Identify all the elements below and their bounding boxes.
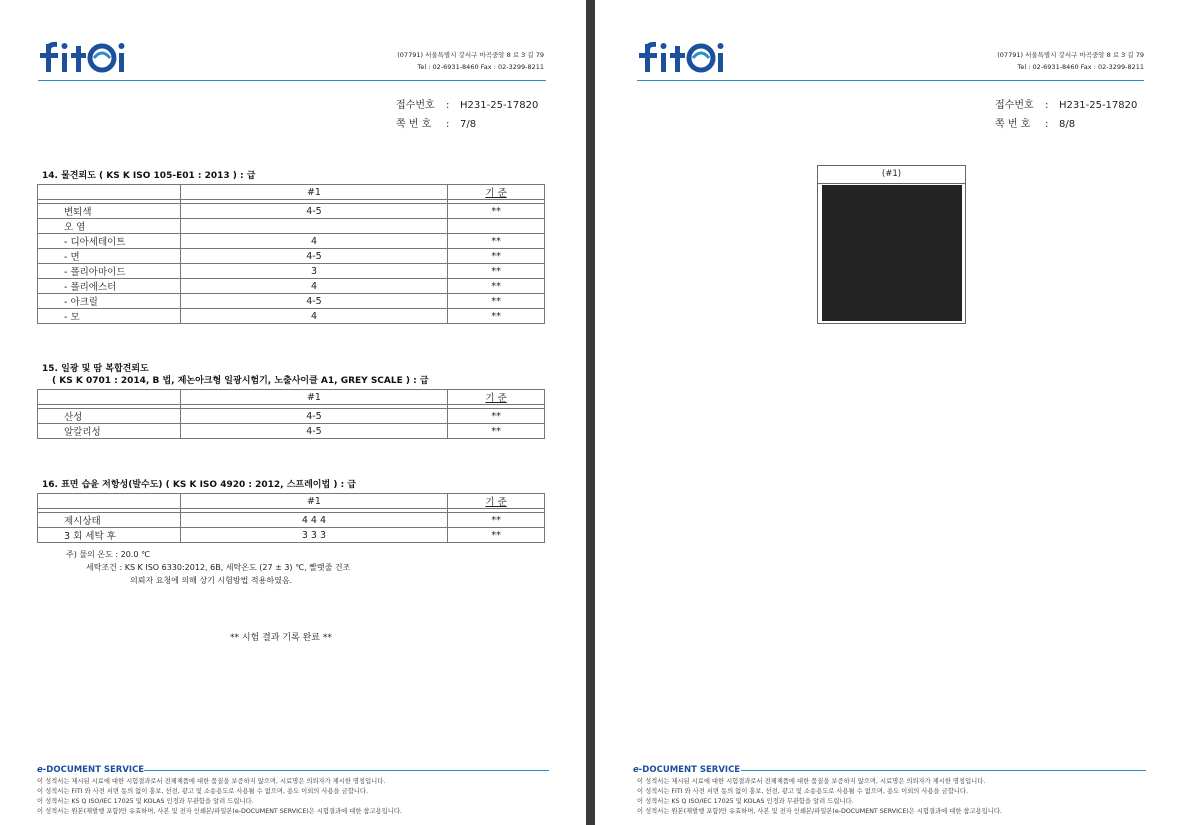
e-document-brand bbox=[37, 765, 144, 775]
row-label: 오 염 bbox=[38, 219, 181, 234]
row-value: 4-5 bbox=[180, 249, 447, 264]
row-standard: ** bbox=[448, 204, 545, 219]
row-standard: ** bbox=[448, 513, 545, 528]
report-page-8 bbox=[595, 0, 1180, 825]
footer-line: 이 성적서는 제시된 시료에 대한 시험결과로서 전체제품에 대한 품질을 보증하지 않으며, 시료명은 의뢰자가 제시한 명칭입니다. bbox=[37, 778, 386, 785]
standard-label: 기 준 bbox=[485, 393, 507, 404]
note-wash-condition: 세탁조건 : KS K ISO 6330:2012, 6B, 세탁온도 (27 ± 3) ℃, 빨랫줄 건조 bbox=[86, 563, 351, 572]
page-label: 쪽 번 호 bbox=[396, 119, 432, 130]
e-document-text: DOCUMENT SERVICE bbox=[642, 765, 741, 775]
table-row bbox=[38, 219, 545, 234]
header-rule bbox=[38, 80, 546, 81]
footer-line: 이 성적서는 제시된 시료에 대한 시험결과로서 전체제품에 대한 품질을 보증하지 않으며, 시료명은 의뢰자가 제시한 명칭입니다. bbox=[637, 778, 986, 785]
e-document-brand bbox=[633, 765, 740, 775]
header-cell-sample: #1 bbox=[180, 185, 447, 200]
standard-label: 기 준 bbox=[485, 497, 507, 508]
table-row bbox=[38, 528, 545, 543]
row-standard: ** bbox=[448, 309, 545, 324]
row-standard: ** bbox=[448, 264, 545, 279]
table-row bbox=[38, 424, 545, 439]
company-address: (07791) 서울특별시 강서구 마곡중앙 8 로 3 길 79 bbox=[997, 51, 1144, 59]
table-header-row bbox=[38, 390, 545, 405]
header-cell-standard bbox=[448, 185, 545, 200]
page-value: 7/8 bbox=[460, 119, 477, 130]
table-row bbox=[38, 279, 545, 294]
section-15-table bbox=[37, 389, 545, 439]
table-row bbox=[38, 204, 545, 219]
footer-line: 이 성적서는 FITI 와 사전 서면 동의 없이 홍보, 선전, 광고 및 소송용도로 사용될 수 없으며, 용도 이외의 사용을 금합니다. bbox=[37, 788, 368, 795]
row-label: 알칼리성 bbox=[38, 424, 181, 439]
row-label: - 모 bbox=[38, 309, 181, 324]
table-row bbox=[38, 513, 545, 528]
receipt-label: 접수번호 bbox=[396, 100, 435, 111]
report-page-7 bbox=[0, 0, 586, 825]
receipt-number bbox=[995, 96, 1137, 111]
sample-photo-label: (#1) bbox=[881, 169, 902, 179]
page-separator: : bbox=[446, 119, 450, 130]
row-value: 4 4 4 bbox=[180, 513, 447, 528]
header-cell-blank bbox=[38, 494, 181, 509]
fabric-sample-swatch bbox=[822, 185, 962, 321]
header-cell-blank bbox=[38, 390, 181, 405]
row-value: 4-5 bbox=[180, 424, 447, 439]
fiti-logo bbox=[38, 38, 130, 78]
row-value: 4-5 bbox=[180, 409, 447, 424]
sample-photo-rule bbox=[818, 183, 965, 184]
row-standard: ** bbox=[448, 234, 545, 249]
row-standard: ** bbox=[448, 279, 545, 294]
header-cell-standard bbox=[448, 494, 545, 509]
row-label: - 디아세테이트 bbox=[38, 234, 181, 249]
row-value: 4 bbox=[180, 234, 447, 249]
row-standard bbox=[448, 219, 545, 234]
company-address: (07791) 서울특별시 강서구 마곡중앙 8 로 3 길 79 bbox=[397, 51, 544, 59]
row-value: 4-5 bbox=[180, 294, 447, 309]
row-label: 산성 bbox=[38, 409, 181, 424]
table-header-row bbox=[38, 185, 545, 200]
row-standard: ** bbox=[448, 528, 545, 543]
footer-line: 이 성적서는 KS Q ISO/IEC 17025 및 KOLAS 인정과 무관함을 알려 드립니다. bbox=[37, 798, 254, 805]
row-standard: ** bbox=[448, 424, 545, 439]
e-document-prefix: e- bbox=[633, 765, 643, 775]
row-label: 변퇴색 bbox=[38, 204, 181, 219]
row-label: 제시상태 bbox=[38, 513, 181, 528]
table-row bbox=[38, 294, 545, 309]
note-water-temp: 주) 물의 온도 : 20.0 ℃ bbox=[66, 550, 150, 559]
table-row bbox=[38, 234, 545, 249]
e-document-prefix: e- bbox=[37, 765, 47, 775]
section-14-title: 14. 물견뢰도 ( KS K ISO 105-E01 : 2013 ) : 급 bbox=[42, 171, 256, 181]
row-label: - 면 bbox=[38, 249, 181, 264]
table-row bbox=[38, 264, 545, 279]
row-label: 3 회 세탁 후 bbox=[38, 528, 181, 543]
footer-line: 이 성적서는 FITI 와 사전 서면 동의 없이 홍보, 선전, 광고 및 소송용도로 사용될 수 없으며, 용도 이외의 사용을 금합니다. bbox=[637, 788, 968, 795]
header-cell-blank bbox=[38, 185, 181, 200]
row-standard: ** bbox=[448, 294, 545, 309]
row-value: 3 3 3 bbox=[180, 528, 447, 543]
page-value: 8/8 bbox=[1059, 119, 1076, 130]
table-row bbox=[38, 409, 545, 424]
table-row bbox=[38, 249, 545, 264]
e-document-text: DOCUMENT SERVICE bbox=[46, 765, 145, 775]
table-header-row bbox=[38, 494, 545, 509]
receipt-value: H231-25-17820 bbox=[1059, 100, 1138, 111]
section-16-table bbox=[37, 493, 545, 543]
page-number bbox=[396, 115, 476, 130]
row-value: 3 bbox=[180, 264, 447, 279]
standard-label: 기 준 bbox=[485, 188, 507, 199]
receipt-separator: : bbox=[446, 100, 450, 111]
section-15-title: 15. 일광 및 땀 복합견뢰도 bbox=[42, 364, 149, 374]
page-label: 쪽 번 호 bbox=[995, 119, 1031, 130]
page-number bbox=[995, 115, 1075, 130]
receipt-label: 접수번호 bbox=[995, 100, 1034, 111]
row-standard: ** bbox=[448, 249, 545, 264]
header-cell-sample: #1 bbox=[180, 494, 447, 509]
row-value: 4 bbox=[180, 309, 447, 324]
footer-line: 이 성적서는 KS Q ISO/IEC 17025 및 KOLAS 인정과 무관함을 알려 드립니다. bbox=[637, 798, 854, 805]
section-16-title: 16. 표면 습윤 저항성(발수도) ( KS K ISO 4920 : 2012, 스프레이법 ) : 급 bbox=[42, 480, 356, 490]
page-separator: : bbox=[1045, 119, 1049, 130]
footer-line: 이 성적서는 원본(재발행 포함)만 유효하며, 사본 및 전자 인쇄본/파일본(e-DOCUMENT SERVICE)은 시험결과에 대한 참고용입니다. bbox=[37, 808, 402, 815]
section-15-subtitle: ( KS K 0701 : 2014, B 법, 제논아크형 일광시험기, 노출사이클 A1, GREY SCALE ) : 급 bbox=[52, 376, 429, 386]
row-label: - 아크릴 bbox=[38, 294, 181, 309]
completion-mark: ** 시험 결과 기록 완료 ** bbox=[230, 633, 332, 643]
table-row bbox=[38, 309, 545, 324]
company-phone: Tel : 02-6931-8460 Fax : 02-3299-8211 bbox=[1017, 63, 1144, 71]
row-standard: ** bbox=[448, 409, 545, 424]
fiti-logo bbox=[637, 38, 729, 78]
row-value: 4-5 bbox=[180, 204, 447, 219]
receipt-separator: : bbox=[1045, 100, 1049, 111]
header-cell-sample: #1 bbox=[180, 390, 447, 405]
receipt-value: H231-25-17820 bbox=[460, 100, 539, 111]
receipt-number bbox=[396, 96, 538, 111]
page-divider bbox=[586, 0, 595, 825]
company-phone: Tel : 02-6931-8460 Fax : 02-3299-8211 bbox=[417, 63, 544, 71]
header-cell-standard bbox=[448, 390, 545, 405]
row-label: - 폴리에스터 bbox=[38, 279, 181, 294]
footer-rule bbox=[741, 770, 1146, 771]
sample-photo-frame bbox=[817, 165, 966, 324]
footer-rule bbox=[144, 770, 549, 771]
footer-line: 이 성적서는 원본(재발행 포함)만 유효하며, 사본 및 전자 인쇄본/파일본(e-DOCUMENT SERVICE)은 시험결과에 대한 참고용입니다. bbox=[637, 808, 1002, 815]
note-client-request: 의뢰자 요청에 의해 상기 시험방법 적용하였음. bbox=[130, 576, 293, 585]
row-value bbox=[180, 219, 447, 234]
row-value: 4 bbox=[180, 279, 447, 294]
row-label: - 폴리아마이드 bbox=[38, 264, 181, 279]
header-rule bbox=[637, 80, 1144, 81]
section-14-table bbox=[37, 184, 545, 324]
